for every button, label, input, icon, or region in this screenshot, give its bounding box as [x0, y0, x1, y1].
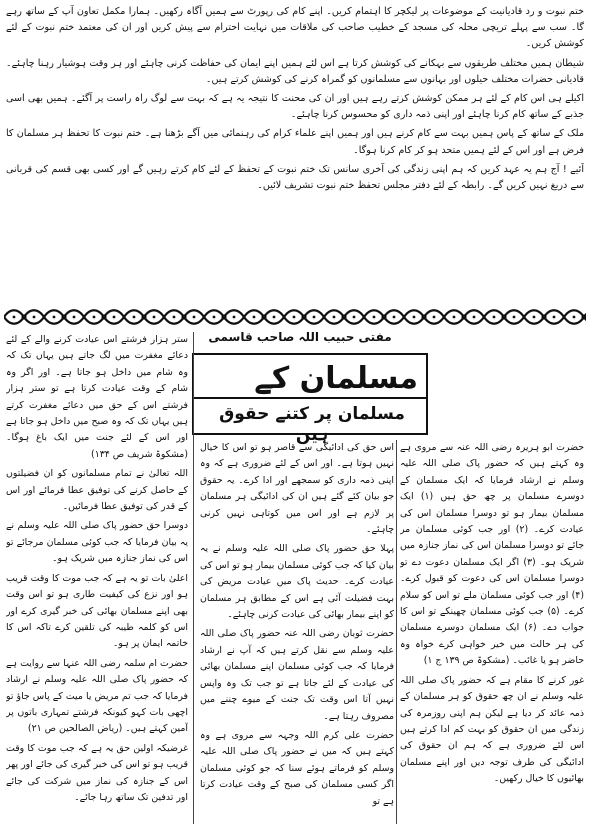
column-paragraph: حضرت ام سلمہ رضی اللہ عنہا سے روایت ہے کہ حضور پاک صلی اللہ علیہ وسلم نے ارشاد فرمایا کہ جب تم مریض یا میت کے پاس جاؤ تو اچھی بات کہو کیونکہ فرشتے تمہاری باتوں پر آمین کہتے ہیں۔ (ریاض الصالحین ص ۲۱) — [6, 657, 188, 735]
top-paragraph: ختم نبوت و رد قادیانیت کے موضوعات پر لیکچر کا اہتمام کریں۔ اپنے کام کی رپورٹ سے ہمیں آگاہ رکھیں۔ ہمارا مکمل تعاون آپ کے ساتھ رہے گا۔ سب سے پہلے تریچی محلہ کی مسجد کے خطیب صاحب کی ملاقات میں نہایت احترام سے پیش کریں اور ان کی معتمد ختم نبوت کے لئے کوشش کریں۔ — [6, 6, 584, 50]
article-column-middle — [200, 440, 394, 824]
headline-main: مسلمان کے — [254, 361, 418, 396]
column-paragraph: غور کرنے کا مقام ہے کہ حضور پاک صلی اللہ علیہ وسلم نے ان چھ حقوق کو ہر مسلمان کے ذمہ عائد کر دیا ہے لیکن ہم اپنی روزمرہ کی زندگی میں ان حقوق کو بہت کم ادا کرتے ہیں اس لئے ضروری ہے کہ ہم ان حقوق کی ادائیگی کی طرف توجہ دیں اور اپنے مسلمان بھائیوں کا خیال رکھیں۔ — [400, 674, 584, 785]
column-paragraph: اس حق کی ادائیگی سے قاصر ہو تو اس کا خیال نہیں ہوتا ہے۔ اور اس کے لئے ضروری ہے کہ وہ اپنی ذمہ داری کو سمجھے اور ادا کرے۔ یہ حقوق جو بیان کئے گئے ہیں ان کی ادائیگی ہر مسلمان پر لازم ہے اور اس میں کوتاہی نہیں کرنی چاہئے۔ — [200, 442, 394, 536]
column-paragraph: پہلا حق حضور پاک صلی اللہ علیہ وسلم نے یہ بیان کیا کہ جب کوئی مسلمان بیمار ہو تو اس کی عیادت کرے۔ حدیث پاک میں عیادت مریض کی بہت فضیلت آئی ہے اس کے مطابق ہر مسلمان کو اپنے بیمار بھائی کی عیادت کرنی چاہئے۔ — [200, 543, 394, 621]
column-paragraph: حضرت علی کرم اللہ وجہہ سے مروی ہے وہ کہتے ہیں کہ میں نے حضور پاک صلی اللہ علیہ وسلم کو فرماتے ہوئے سنا کہ جو کوئی مسلمان اگر کسی مسلمان کی صبح کے وقت عیادت کرتا ہے تو — [200, 729, 394, 807]
column-paragraph: اعلیٰ بات تو یہ ہے کہ جب موت کا وقت قریب ہو اور نزع کی کیفیت طاری ہو تو اس وقت بھی اپنے مسلمان بھائی کی خبر گیری کرے اور اس کو کلمہ طیبہ کی تلقین کرے تاکہ اس کا خاتمہ ایمان پر ہو۔ — [6, 572, 188, 650]
ornamental-divider — [4, 306, 586, 328]
author-byline: مفتی حبیب اللہ صاحب قاسمی — [208, 330, 392, 344]
column-paragraph: حضرت ابو ہریرہ رضی اللہ عنہ سے مروی ہے وہ کہتے ہیں کہ حضور پاک صلی اللہ علیہ وسلم نے ارشاد فرمایا کہ ایک مسلمان کے دوسرے مسلمان پر چھ حق ہیں (۱) ایک مسلمان بیمار ہو تو دوسرا مسلمان اس کی عیادت کرے۔ (۲) اور جب کوئی مسلمان مر جائے تو دوسرا مسلمان اس کی نماز جنازہ میں شریک ہو۔ (۳) اگر ایک مسلمان دعوت دے تو دوسرا مسلمان اس کی دعوت کو قبول کرے۔ (۴) اور جب کوئی مسلمان ملے تو اس کو سلام کرے۔ (۵) جب کوئی مسلمان چھینکے تو اس کا جواب دے۔ (۶) ایک مسلمان دوسرے مسلمان کی ہر حالت میں خیر خواہی کرے خواہ وہ حاضر ہو یا غائب۔ (مشکوۃ ص ۱۳۹ ج ۱) — [400, 442, 584, 667]
top-paragraph: شیطان ہمیں مختلف طریقوں سے بہکانے کی کوشش کرتا ہے اس لئے ہمیں اپنے ایمان کی حفاظت کرنی چاہئے اور ہر وقت ہوشیار رہنا چاہئے۔ قادیانی حضرات مختلف حیلوں اور بہانوں سے مسلمانوں کو گمراہ کرنے کی کوشش کرتے ہیں۔ — [6, 57, 584, 85]
column-paragraph: ستر ہزار فرشتے اس عیادت کرنے والے کے لئے دعائے مغفرت میں لگ جاتے ہیں یہاں تک کہ وہ شام میں داخل ہو جاتا ہے۔ اور اگر وہ شام کے وقت عیادت کرتا ہے تو ستر ہزار فرشتے اس کے حق میں دعائے مغفرت کرتے ہیں یہاں تک کہ وہ صبح میں داخل ہو جاتا ہے اور اس کے لئے جنت میں ایک باغ ہوگا۔ (مشکوۃ شریف ص ۱۳۴) — [6, 334, 188, 460]
top-paragraph: ملک کے ساتھ کے پاس ہمیں بہت سے کام کرنے ہیں اور ہمیں اپنے علماء کرام کی رہنمائی میں آگے بڑھنا ہے۔ ختم نبوت کا تحفظ ہر مسلمان کا فرض ہے اور اس کے لئے ہمیں متحد ہو کر کام کرنا ہوگا۔ — [6, 128, 584, 156]
headline-box — [192, 353, 428, 445]
top-paragraph: آئیے ! آج ہم یہ عہد کریں کہ ہم اپنی زندگی کی آخری سانس تک ختم نبوت کے تحفظ کے لئے کام کرتے رہیں گے اور کسی بھی قسم کی قربانی سے دریغ نہیں کریں گے۔ رابطہ کے لئے دفتر مجلس تحفظ ختم نبوت تشریف لائیں۔ — [6, 163, 584, 192]
article-column-right — [400, 440, 584, 824]
top-article — [6, 4, 584, 304]
column-paragraph: اللہ تعالیٰ نے تمام مسلمانوں کو ان فضیلتوں کے حاصل کرنے کی توفیق عطا فرمائے اور اس کے قدر کی توفیق عطا فرمائیں۔ — [6, 468, 188, 513]
column-paragraph: حضرت ثوبان رضی اللہ عنہ حضور پاک صلی اللہ علیہ وسلم سے نقل کرتے ہیں کہ آپ نے ارشاد فرمایا کہ جب کوئی مسلمان اپنے مسلمان بھائی کی عیادت کے لئے جاتا ہے تو جب تک وہ واپس نہیں آتا اس وقت تک جنت کے میوے چننے میں مصروف رہتا ہے۔ — [200, 628, 394, 722]
column-rule — [396, 440, 397, 824]
top-paragraph: اکیلے ہی اس کام کے لئے ہر ممکن کوشش کرتے رہے ہیں اور ان کی محنت کا نتیجہ یہ ہے کہ بہت سے لوگ راہ راست پر آگئے۔ ہمیں بھی اسی جذبے کے ساتھ کام کرنا چاہئے اور اپنی ذمہ داری کو محسوس کرنا چاہئے۔ — [6, 93, 584, 121]
column-rule — [193, 332, 194, 824]
headline-rule — [194, 397, 426, 399]
column-paragraph: غرضیکہ اولین حق یہ ہے کہ جب موت کا وقت قریب ہو تو اس کی خبر گیری کی جائے اور پھر اس کے جنازہ کی نماز میں شرکت کی جائے اور تدفین تک ساتھ رہا جائے۔ — [6, 742, 188, 803]
article-column-left — [6, 332, 188, 824]
headline-subtitle: مسلمان پر کتنے حقوق ہیں — [219, 404, 405, 445]
column-paragraph: دوسرا حق حضور پاک صلی اللہ علیہ وسلم نے یہ بیان فرمایا کہ جب کوئی مسلمان مرجائے تو اس کی نماز جنازہ میں شریک ہو۔ — [6, 520, 188, 565]
